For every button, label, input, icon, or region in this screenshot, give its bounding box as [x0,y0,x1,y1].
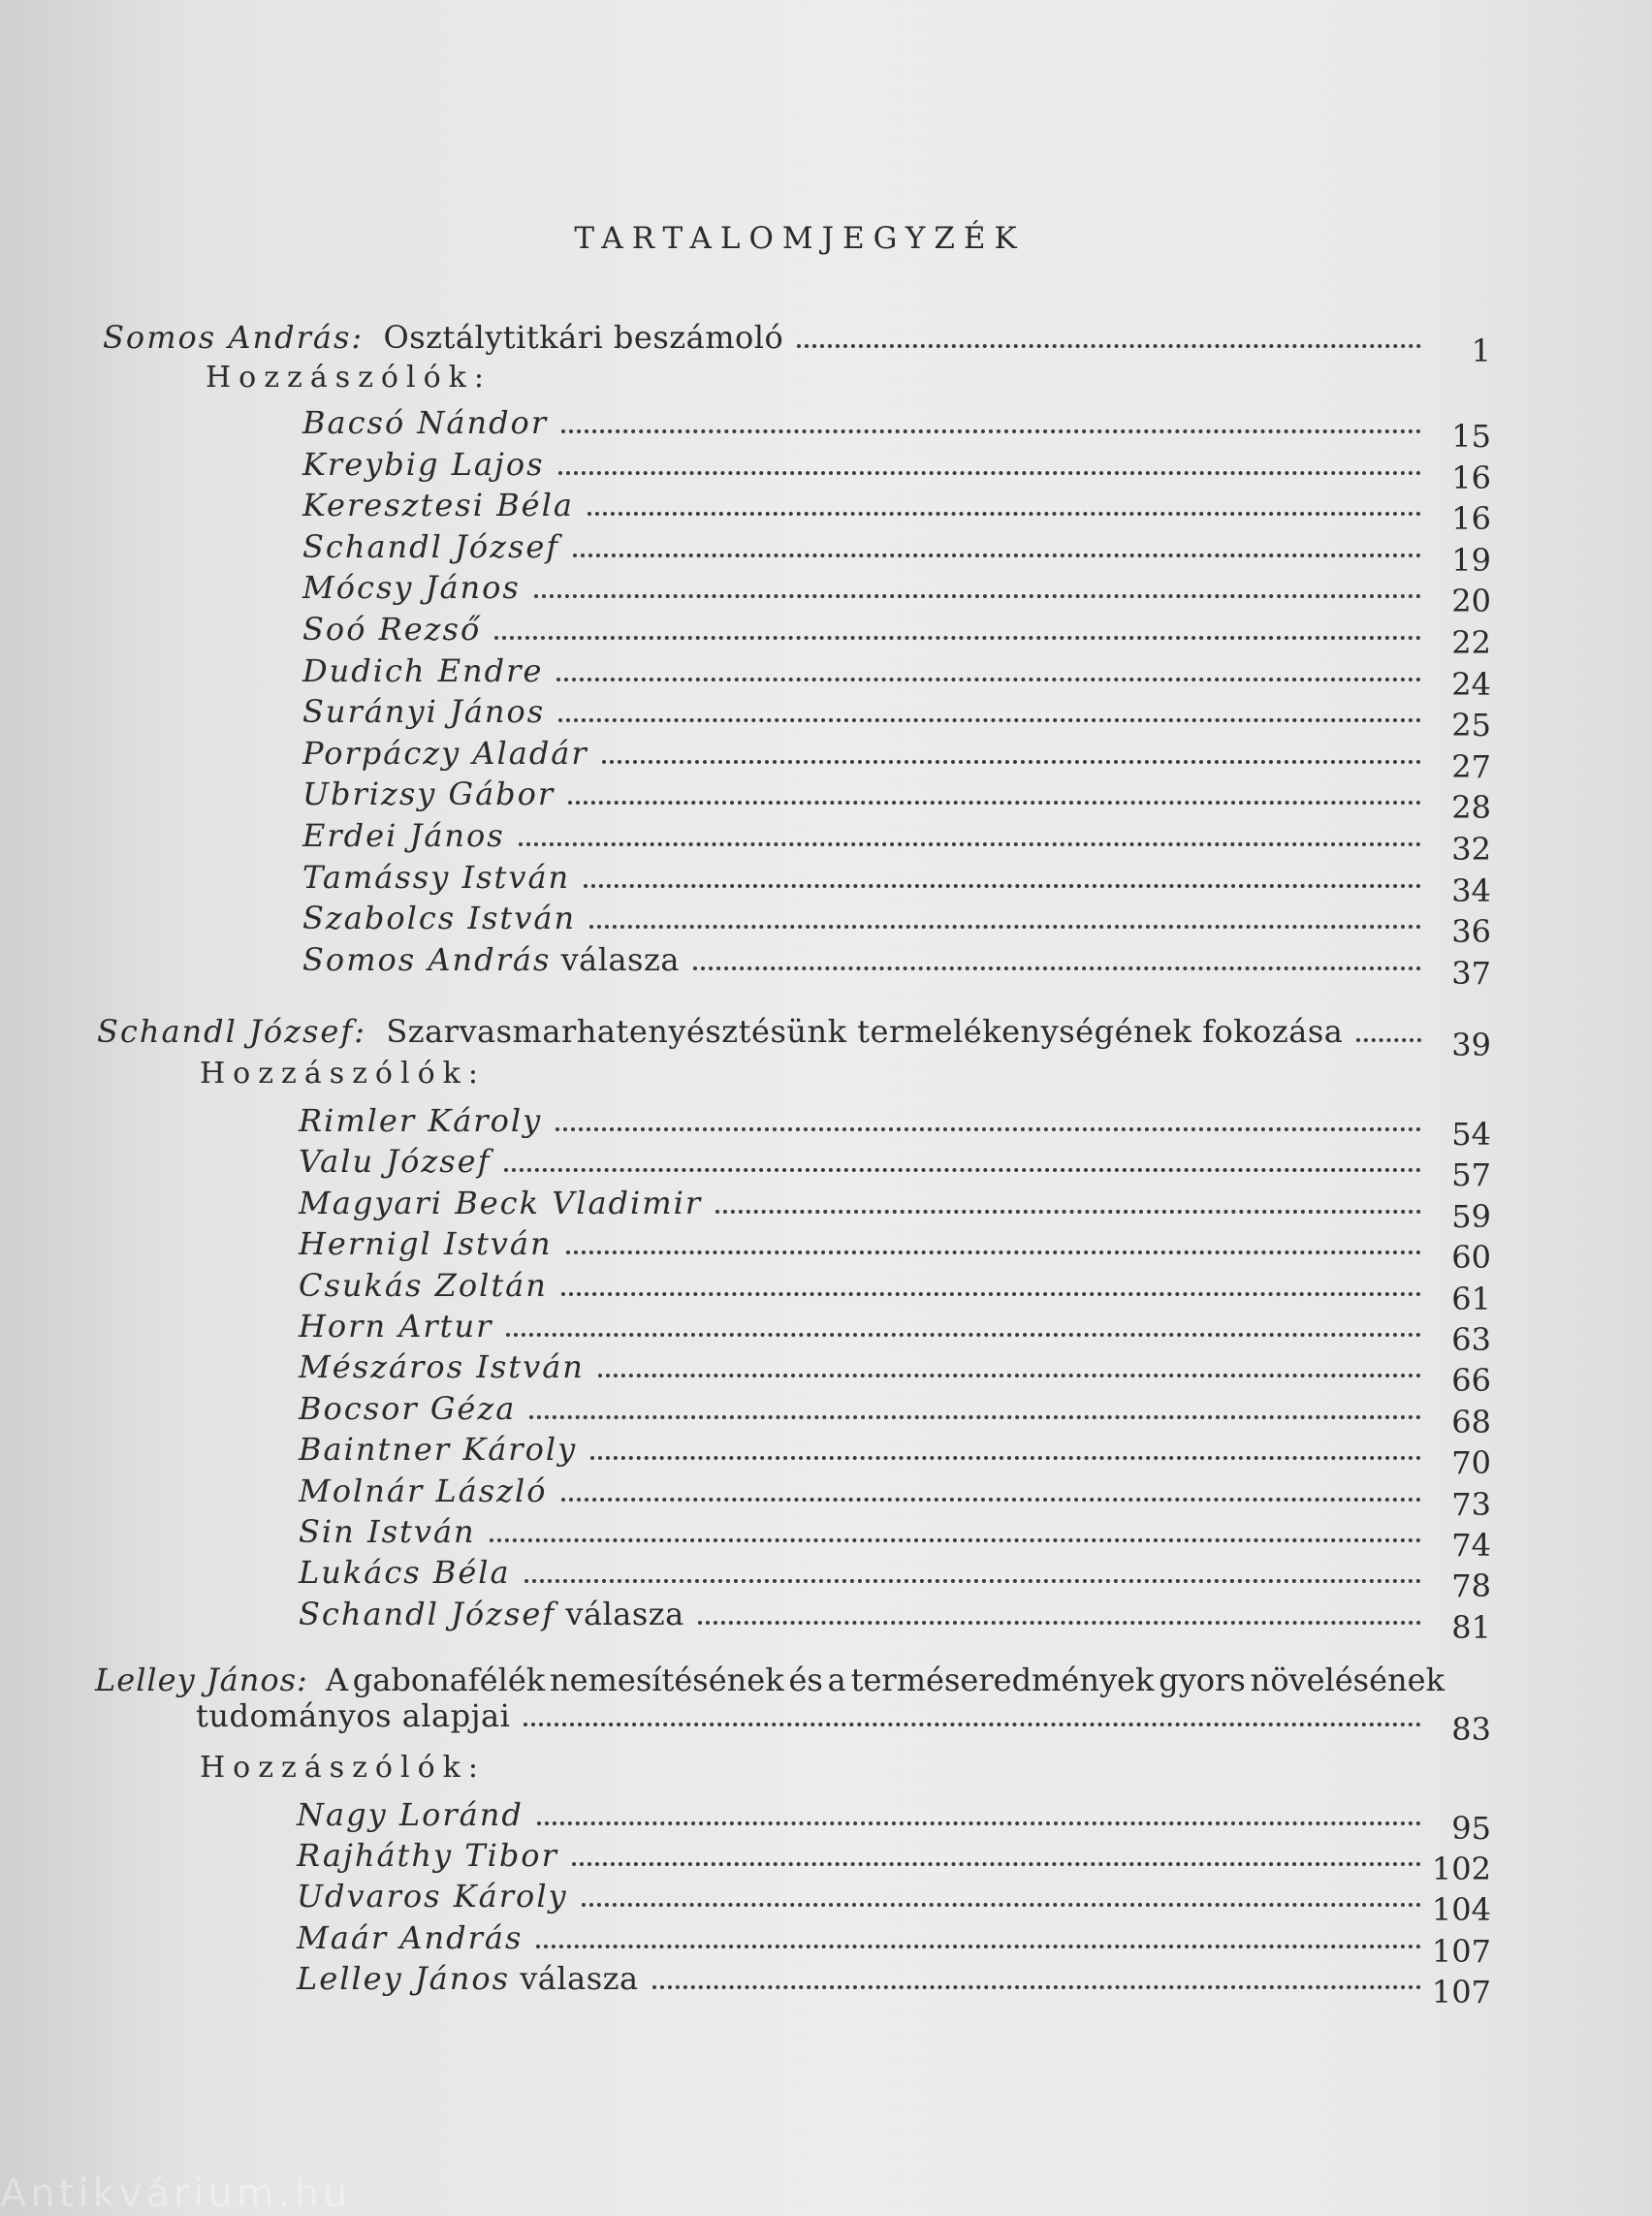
page-number: 39 [1451,1027,1491,1063]
toc-entry [299,1136,1491,1194]
page-number: 107 [1431,1932,1491,1970]
dot-leader [568,791,1421,805]
dot-leader [558,709,1421,722]
entry-author: Sin István [299,1513,476,1550]
page-number: 36 [1451,913,1491,951]
title-word: növelésének [1250,1662,1445,1698]
dot-leader [536,1935,1421,1948]
section-title: Szarvasmarhatenyésztésünk termelékenységének fokozása [386,1013,1344,1050]
page-number: 22 [1451,624,1491,661]
toc-entry [299,1219,1491,1277]
dot-leader [558,461,1421,475]
dot-leader [652,1976,1421,1989]
page-number: 16 [1451,500,1491,538]
toc-entry [302,522,1491,579]
section-title: Osztálytitkári beszámoló [383,319,784,356]
entry-author: Szabolcs István [302,900,577,937]
dot-leader [582,1893,1421,1907]
page-number: 107 [1431,1973,1491,2010]
dot-leader [602,750,1421,764]
entry-suffix: válasza [565,1595,684,1632]
contributors-label: Hozzászólók: [200,1057,486,1091]
section-title-cont: tudományos alapjai [196,1697,511,1734]
toc-section-heading-cont [196,1691,1491,1748]
toc-section-heading [97,1006,1491,1063]
dot-leader [588,502,1421,516]
dot-leader [566,1241,1421,1254]
toc-entry [297,1913,1491,1970]
dot-leader [529,1406,1421,1419]
page-number: 34 [1451,871,1491,909]
toc-entry [299,1466,1491,1523]
page-number: 95 [1451,1810,1491,1847]
entry-suffix: válasza [520,1959,639,1997]
toc-entry [302,562,1491,620]
page-number: 54 [1451,1116,1491,1153]
toc-entry [299,1178,1491,1235]
toc-entry [297,1953,1491,2010]
toc-entry [302,686,1491,744]
dot-leader [598,1364,1421,1377]
page-number: 73 [1451,1485,1491,1523]
page-number: 32 [1451,831,1491,868]
toc-entry [302,934,1491,992]
entry-author: Schandl József [299,1595,556,1632]
entry-author: Mócsy János [302,569,521,607]
toc-entry [302,852,1491,909]
toc-entry [302,439,1491,496]
dot-leader [494,626,1421,640]
entry-author: Udvaros Károly [297,1878,568,1915]
title-word: gabonafélék [352,1662,546,1698]
toc-entry [297,1789,1491,1847]
entry-author: Lukács Béla [299,1554,511,1592]
dot-leader [1356,1029,1421,1042]
toc-entry [299,1589,1491,1646]
toc-entry [302,646,1491,703]
dot-leader [715,1200,1421,1214]
entry-author: Keresztesi Béla [302,487,574,524]
dot-leader [519,833,1421,846]
page-number: 16 [1451,459,1491,496]
page-number: 78 [1451,1567,1491,1605]
page-number: 83 [1451,1711,1491,1748]
entry-author: Magyari Beck Vladimir [299,1184,703,1221]
toc-entry [302,769,1491,827]
page-number: 27 [1451,747,1491,785]
dot-leader [534,585,1421,598]
entry-author: Soó Rezső [302,611,482,648]
dot-leader [537,1812,1421,1825]
dot-leader [556,668,1421,681]
toc-entry [302,604,1491,661]
dot-leader [797,334,1421,348]
entry-author: Rimler Károly [299,1102,543,1139]
dot-leader [572,1852,1421,1866]
page-number: 68 [1451,1403,1491,1440]
toc-entry [299,1260,1491,1317]
page-number: 24 [1451,665,1491,703]
page-number: 20 [1451,583,1491,620]
dot-leader [561,1488,1421,1502]
toc-entry [299,1424,1491,1482]
entry-author: Erdei János [302,817,505,854]
contributors-label: Hozzászólók: [206,361,492,395]
page-number: 15 [1451,418,1491,455]
entry-author: Tamássy István [302,858,571,896]
dot-leader [584,874,1421,888]
title-word: nemesítésének [550,1662,784,1698]
entry-author: Lelley János [297,1959,511,1997]
page-number: 102 [1431,1851,1491,1888]
entry-author: Rajháthy Tibor [297,1837,558,1875]
entry-author: Dudich Endre [302,651,544,689]
title-word: gyors [1159,1662,1246,1698]
entry-author: Surányi János [302,693,546,731]
toc-entry [302,893,1491,951]
page-number: 57 [1451,1156,1491,1194]
dot-leader [693,957,1421,970]
dot-leader [504,1158,1421,1172]
toc-entry [299,1383,1491,1440]
page-title: TARTALOMJEGYZÉK [574,221,1026,256]
page-number: 37 [1451,954,1491,992]
page-number: 74 [1451,1527,1491,1564]
dot-leader [556,1118,1421,1131]
page-number: 104 [1431,1891,1491,1929]
entry-suffix: válasza [560,940,680,978]
section-author: Lelley János: [95,1662,308,1698]
title-word: a [827,1662,846,1698]
toc-entry [299,1547,1491,1605]
page-number: 63 [1451,1321,1491,1358]
title-word: A [325,1662,348,1698]
page-number: 60 [1451,1239,1491,1277]
dot-leader [524,1713,1421,1726]
entry-author: Ubrizsy Gábor [302,776,556,813]
entry-author: Porpáczy Aladár [302,734,588,772]
dot-leader [561,1282,1421,1296]
page-number: 70 [1451,1444,1491,1482]
entry-author: Csukás Zoltán [299,1266,548,1304]
section-author: Somos András: [103,319,365,356]
page-number: 66 [1451,1362,1491,1400]
entry-author: Somos András [302,940,552,978]
contributors-label: Hozzászólók: [200,1751,486,1785]
entry-author: Horn Artur [299,1308,493,1345]
toc-entry [299,1342,1491,1400]
page-number: 61 [1451,1280,1491,1317]
dot-leader [490,1529,1421,1542]
entry-author: Mészáros István [299,1348,585,1386]
dot-leader [506,1323,1421,1337]
entry-author: Baintner Károly [299,1431,578,1469]
page-number: 1 [1471,332,1491,369]
dot-leader [561,420,1421,433]
entry-author: Kreybig Lajos [302,445,545,483]
dot-leader [698,1611,1421,1625]
entry-author: Hernigl István [299,1225,553,1263]
page-number: 25 [1451,707,1491,744]
dot-leader [590,1446,1421,1460]
entry-author: Valu József [299,1143,492,1181]
entry-author: Schandl József [302,527,560,565]
dot-leader [573,544,1421,557]
dot-leader [589,915,1421,929]
toc-entry [302,728,1491,785]
title-word: és [788,1662,823,1698]
page-number: 28 [1451,789,1491,827]
watermark: Antikvárium.hu [0,2171,352,2216]
page-number: 81 [1451,1608,1491,1646]
toc-entry [302,810,1491,868]
section-author: Schandl József: [97,1013,366,1050]
entry-author: Maár András [297,1918,524,1956]
entry-author: Molnár László [299,1472,548,1509]
toc-section-heading [103,312,1491,369]
dot-leader [524,1569,1421,1583]
entry-author: Nagy Loránd [297,1796,524,1833]
title-word: terméseredmények [850,1662,1155,1698]
toc-entry [299,1506,1491,1564]
toc-entry [302,397,1491,455]
toc-entry [297,1830,1491,1888]
toc-entry [299,1095,1491,1153]
page-number: 59 [1451,1197,1491,1235]
toc-entry [299,1301,1491,1358]
toc-entry [302,480,1491,538]
entry-author: Bocsor Géza [299,1389,517,1427]
page-number: 19 [1451,541,1491,579]
entry-author: Bacsó Nándor [302,404,549,441]
toc-entry [297,1871,1491,1929]
